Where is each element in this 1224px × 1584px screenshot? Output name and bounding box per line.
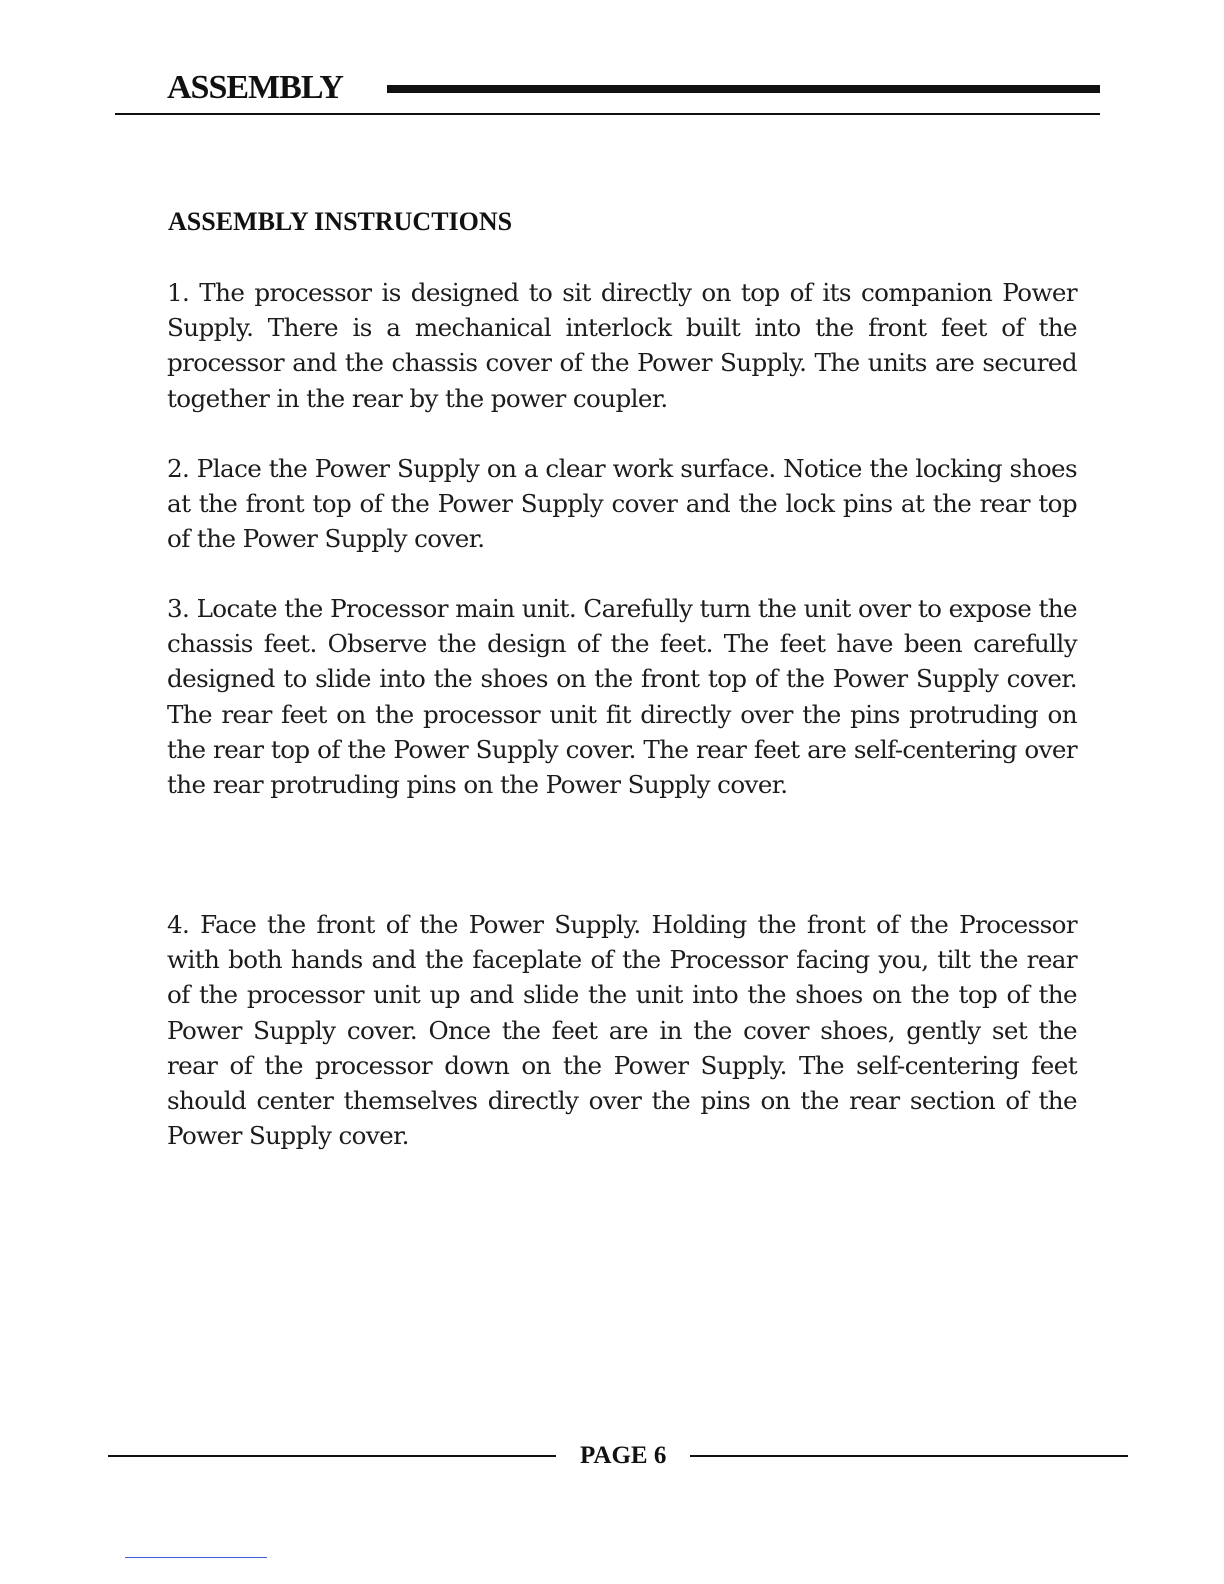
- scan-artifact-underline: [125, 1557, 267, 1558]
- page-header: [0, 0, 1224, 130]
- footer-rule-left: [108, 1455, 556, 1457]
- header-title: ASSEMBLY: [167, 69, 343, 106]
- section-heading: ASSEMBLY INSTRUCTIONS: [168, 207, 513, 236]
- step-2-paragraph: 2. Place the Power Supply on a clear work surface. Notice the locking shoes at the front top of the Power Supply cover and the lock pins at the rear top of the Power Supply cover.: [167, 454, 1077, 554]
- header-thick-rule: [387, 85, 1100, 93]
- step-4-paragraph: 4. Face the front of the Power Supply. Holding the front of the Processor with both hands and the faceplate of the Processor facing you, tilt the rear of the processor unit up and slide the unit into the shoes on the top of the Power Supply cover. Once the feet are in the cover shoes, gently set the rear of the processor down on the Power Supply. The self-centering feet should center themselves directly over the pins on the rear section of the Power Supply cover.: [167, 910, 1077, 1151]
- step-3-paragraph: 3. Locate the Processor main unit. Carefully turn the unit over to expose the chassis feet. Observe the design of the feet. The feet have been carefully designed to slide into the shoes on the front top of the Power Supply cover. The rear feet on the processor unit fit directly over the pins protruding on the rear top of the Power Supply cover. The rear feet are self-centering over the rear protruding pins on the Power Supply cover.: [167, 594, 1077, 800]
- header-thin-rule: [115, 113, 1100, 115]
- step-1-paragraph: 1. The processor is designed to sit directly on top of its companion Power Supply. There is a mechanical interlock built into the front feet of the processor and the chassis cover of the Power Supply. The units are secured together in the rear by the power coupler.: [167, 278, 1077, 413]
- page-number: PAGE 6: [580, 1442, 667, 1469]
- footer-rule-right: [690, 1455, 1128, 1457]
